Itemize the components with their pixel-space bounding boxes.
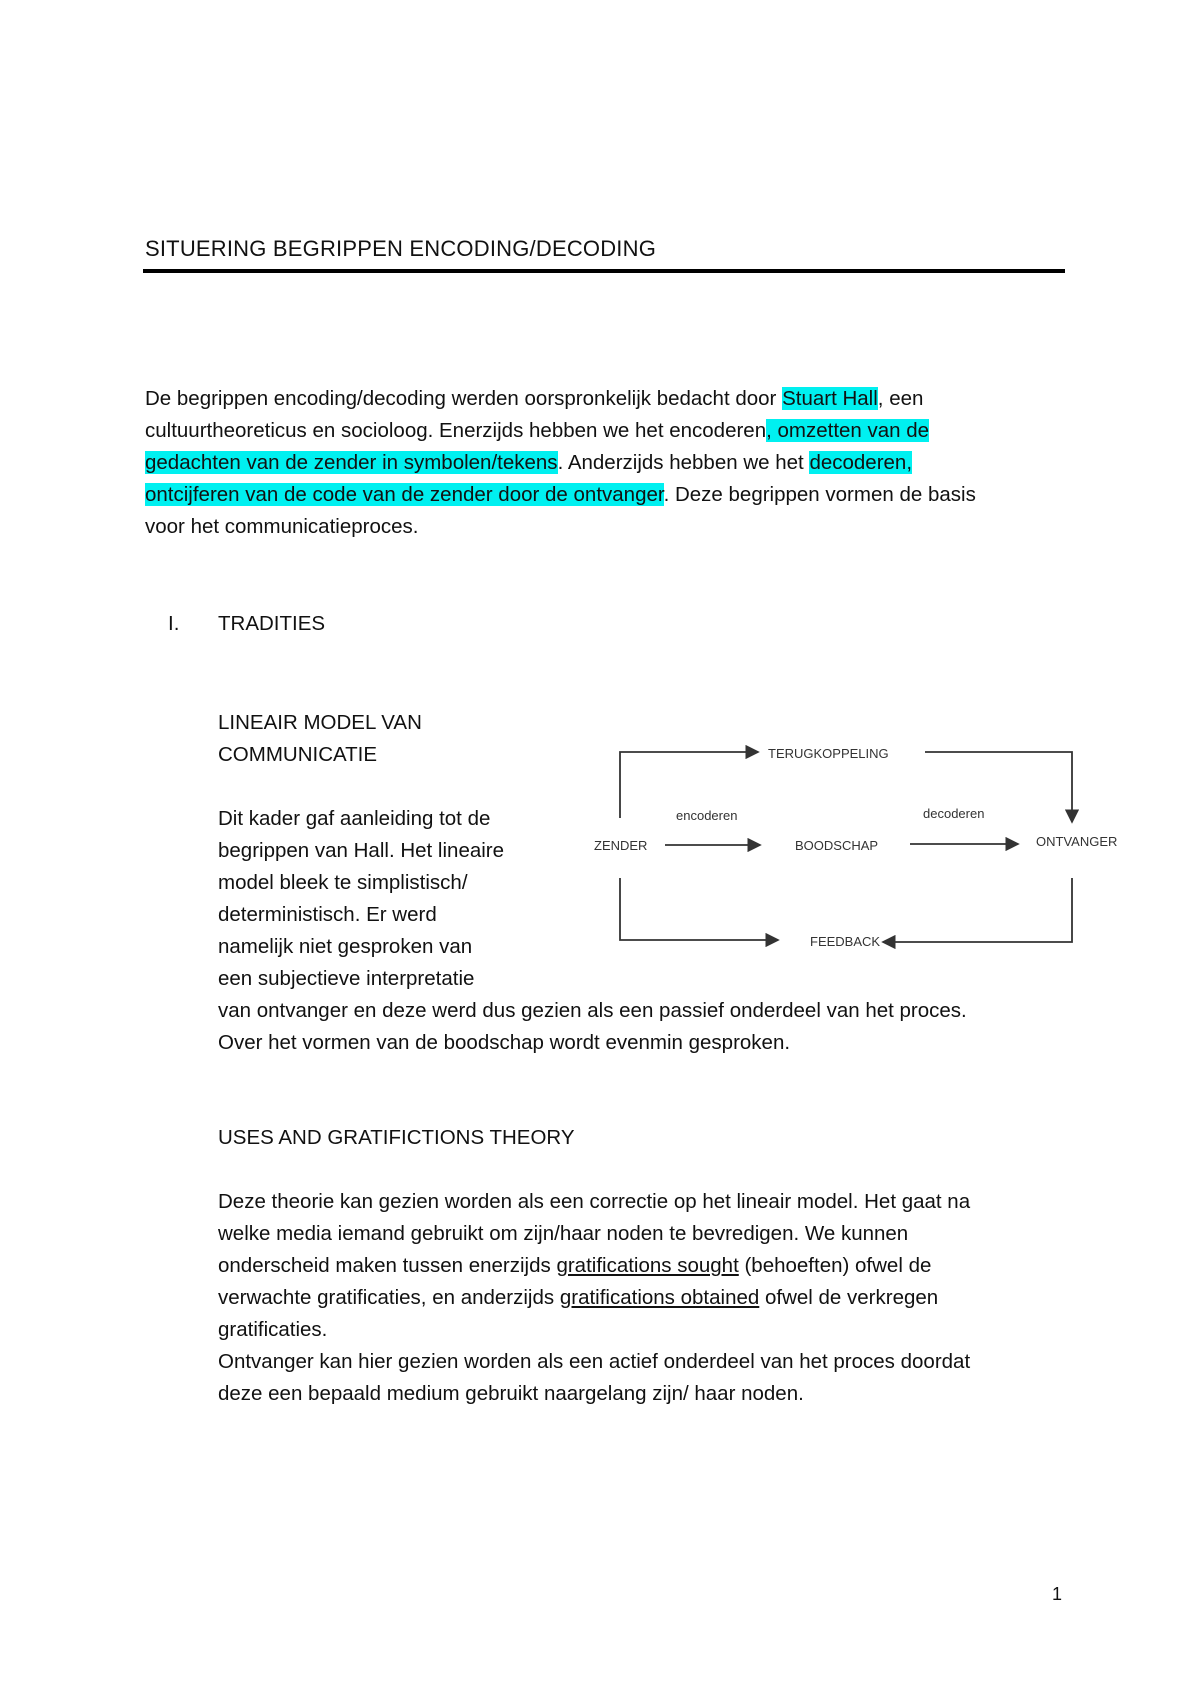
label-terugkoppeling: TERUGKOPPELING [768,746,889,761]
uses-body: Deze theorie kan gezien worden als een correctie op het lineair model. Het gaat na welke media iemand gebruikt om zijn/haar noden te bevredigen. We kunnen onderscheid maken tussen enerzijds gratifications sought (behoeften) ofwel de verwachte gratificaties, en anderzijds gratifications obtained ofwel de verkregen gratificaties. Ontvanger kan hier gezien worden als een actief onderdeel van het proces doordat deze een bepaald medium gebruikt naargelang zijn/ haar noden. [218,1190,971,1405]
highlight-omzetten: , omzetten van de [766,419,930,442]
highlight-decoderen: decoderen, [809,451,913,474]
section-heading-tradities [168,612,325,636]
term-gratifications-sought: gratifications sought [556,1254,739,1277]
intro-paragraph [145,383,1105,543]
lineair-body: Dit kader gaf aanleiding tot de begrippen van Hall. Het lineaire model bleek te simplistisch/ deterministisch. Er werd namelijk niet gesproken van een subjectieve interpretatie van ontvanger en deze werd dus gezien als een passief onderdeel van het proces. Over het vormen van de boodschap wordt evenmin gesproken. [218,807,967,1054]
label-feedback: FEEDBACK [810,934,881,949]
label-zender: ZENDER [594,838,648,853]
highlight-ontcijferen: ontcijferen van de code van de zender door de ontvanger [145,483,664,506]
page-number: 1 [1052,1584,1063,1604]
label-boodschap: BOODSCHAP [795,838,879,853]
label-decoderen: decoderen [923,806,985,821]
section-number: I. [168,612,180,635]
zender-to-feedback-arrow [620,878,778,940]
ontvanger-to-feedback-arrow [883,878,1072,942]
intro-line-1: De begrippen encoding/decoding werden oorspronkelijk bedacht door Stuart Hall, een [145,387,924,410]
intro-line-3: gedachten van de zender in symbolen/tekens. Anderzijds hebben we het decoderen, [145,451,913,474]
lineair-heading: LINEAIR MODEL VAN COMMUNICATIE [218,711,422,766]
title-underline [143,269,1065,273]
page-title: SITUERING BEGRIPPEN ENCODING/DECODING [145,236,657,261]
section-title: TRADITIES [218,612,326,635]
intro-line-4: ontcijferen van de code van de zender door de ontvanger. Deze begrippen vormen de basis [145,483,976,506]
intro-line-5: voor het communicatieproces. [145,515,419,538]
label-ontvanger: ONTVANGER [1036,834,1118,849]
term-gratifications-obtained: gratifications obtained [559,1286,760,1309]
intro-line-2: cultuurtheoreticus en socioloog. Enerzijds hebben we het encoderen, omzetten van de [145,419,930,442]
linear-communication-diagram [580,730,1130,960]
uses-heading: USES AND GRATIFICTIONS THEORY [218,1126,575,1149]
label-encoderen: encoderen [676,808,738,823]
highlight-gedachten: gedachten van de zender in symbolen/tekens [145,451,558,474]
highlight-stuart-hall: Stuart Hall [782,387,878,410]
